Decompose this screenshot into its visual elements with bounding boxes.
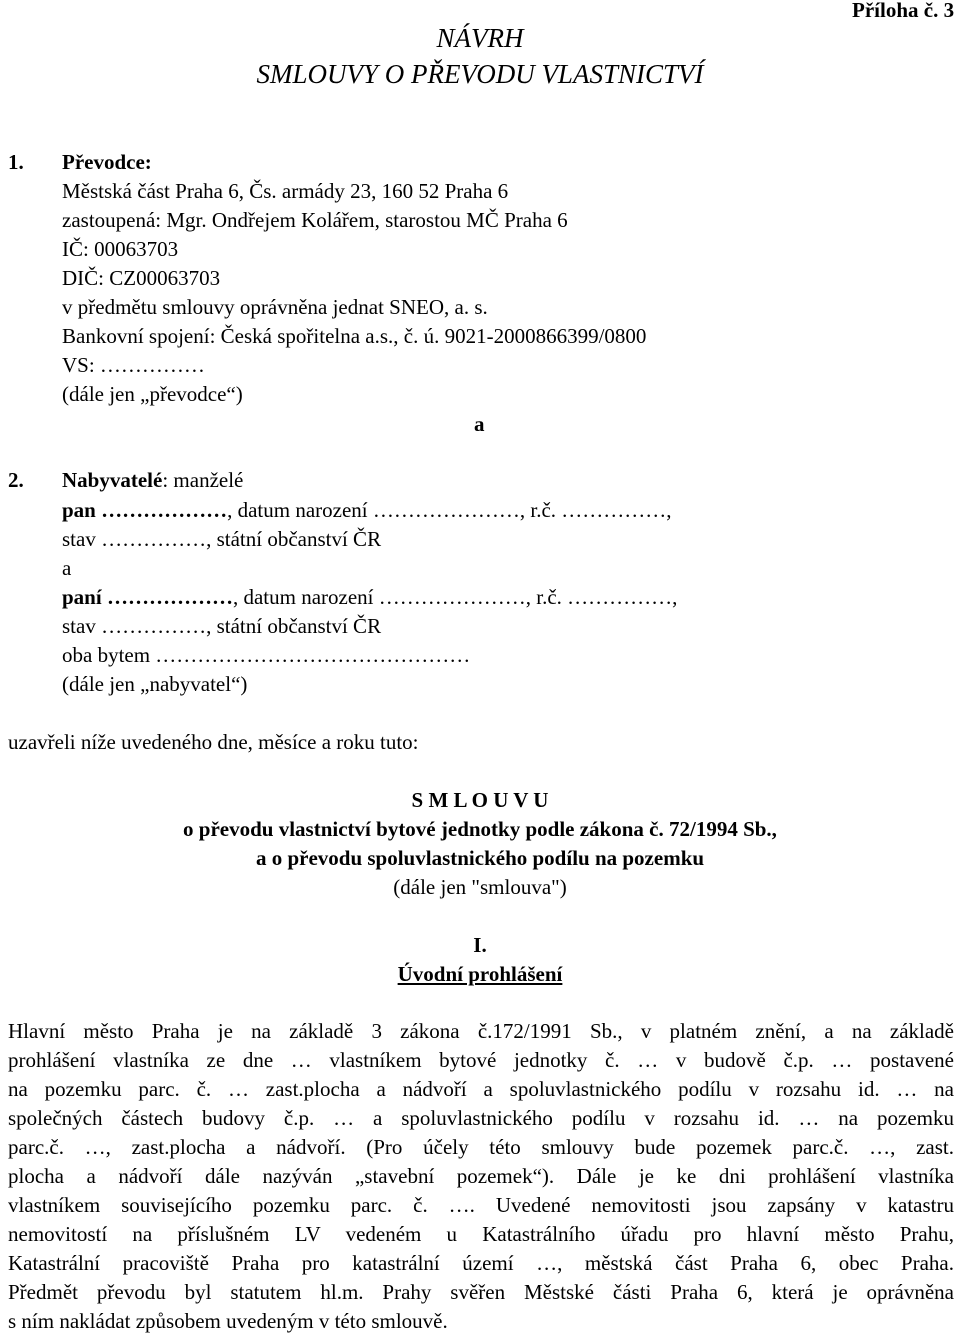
husband-status: stav ……………, státní občanství ČR bbox=[62, 527, 382, 551]
contract-subject-line2: a o převodu spoluvlastnického podílu na pozemku bbox=[255, 846, 705, 870]
document-title-line1: NÁVRH bbox=[436, 23, 524, 53]
wife-name-dots: ……………… bbox=[106, 585, 233, 609]
wife-status: stav ……………, státní občanství ČR bbox=[62, 614, 382, 638]
paragraph-line: Předmět převodu byl statutem hl.m. Prahy svěřen Městské části Praha 6, která je oprávněna bbox=[8, 1280, 954, 1304]
transferor-line: VS: …………… bbox=[62, 353, 205, 377]
acquirer-heading-suffix: : manželé bbox=[162, 468, 244, 492]
paragraph-line: prohlášení vlastníka ze dne … vlastníkem bytové jednotky č. … v budově č.p. … postavené bbox=[8, 1048, 954, 1072]
contract-heading: S M L O U V U bbox=[411, 788, 549, 812]
paragraph-line: Hlavní město Praha je na základě 3 zákona č.172/1991 Sb., v platném znění, a na základě bbox=[8, 1019, 954, 1043]
husband-details: , datum narození …………………, r.č. ……………, bbox=[227, 498, 672, 522]
paragraph-line: nemovitostí na příslušném LV vedeném u Katastrálního úřadu pro hlavní město Prahu, bbox=[8, 1222, 954, 1246]
paragraph-line: vlastníkem souvisejícího pozemku parc. č. …. Uvedené nemovitosti jsou zapsány v katastru bbox=[8, 1193, 954, 1217]
document-title-line2: SMLOUVY O PŘEVODU VLASTNICTVÍ bbox=[256, 59, 704, 89]
wife-line bbox=[62, 583, 677, 611]
conjunction-and: a bbox=[474, 412, 485, 436]
husband-prefix: pan bbox=[62, 498, 102, 522]
acquirer-residence: oba bytem ……………………………………… bbox=[62, 643, 471, 667]
transferor-line: zastoupená: Mgr. Ondřejem Kolářem, starostou MČ Praha 6 bbox=[62, 208, 568, 232]
concluded-statement: uzavřeli níže uvedeného dne, měsíce a roku tuto: bbox=[8, 730, 419, 754]
wife-details: , datum narození …………………, r.č. ……………, bbox=[232, 585, 678, 609]
acquirer-alias: (dále jen „nabyvatel“) bbox=[62, 672, 248, 696]
section-title: Úvodní prohlášení bbox=[397, 962, 563, 986]
transferor-line: Městská část Praha 6, Čs. armády 23, 160 52 Praha 6 bbox=[62, 179, 509, 203]
contract-subject-line1: o převodu vlastnictví bytové jednotky podle zákona č. 72/1994 Sb., bbox=[183, 817, 777, 841]
paragraph-line: Katastrální pracoviště Praha pro katastrální území …, městská část Praha 6, obec Praha. bbox=[8, 1251, 954, 1275]
paragraph-line: s ním nakládat způsobem uvedeným v této smlouvě. bbox=[8, 1309, 448, 1333]
acquirer-number: 2. bbox=[8, 468, 24, 492]
transferor-line: Bankovní spojení: Česká spořitelna a.s., č. ú. 9021-2000866399/0800 bbox=[62, 324, 647, 348]
transferor-alias: (dále jen „převodce“) bbox=[62, 382, 243, 406]
paragraph-line: na pozemku parc. č. … zast.plocha a nádvoří a spoluvlastnického podílu v rozsahu id. … na bbox=[8, 1077, 954, 1101]
transferor-heading: Převodce: bbox=[62, 150, 152, 174]
paragraph-line: parc.č. …, zast.plocha a nádvoří. (Pro účely této smlouvy bude pozemek parc.č. …, zast. bbox=[8, 1135, 954, 1159]
acquirer-heading-line bbox=[62, 466, 243, 494]
wife-prefix: paní bbox=[62, 585, 107, 609]
transferor-number: 1. bbox=[8, 150, 24, 174]
paragraph-line: plocha a nádvoří dále nazýván „stavební pozemek“). Dále je ke dni prohlášení vlastníka bbox=[8, 1164, 954, 1188]
husband-line bbox=[62, 496, 672, 524]
annex-label: Příloha č. 3 bbox=[852, 0, 955, 22]
transferor-line: v předmětu smlouvy oprávněna jednat SNEO, a. s. bbox=[62, 295, 488, 319]
husband-name-dots: ……………… bbox=[101, 498, 228, 522]
acquirer-heading: Nabyvatelé bbox=[62, 468, 163, 492]
contract-alias: (dále jen "smlouva") bbox=[393, 875, 567, 899]
transferor-line: DIČ: CZ00063703 bbox=[62, 266, 221, 290]
acquirer-and: a bbox=[62, 556, 72, 580]
transferor-line: IČ: 00063703 bbox=[62, 237, 179, 261]
section-number: I. bbox=[473, 933, 487, 957]
paragraph-line: společných částech budovy č.p. … a spoluvlastnického podílu v rozsahu id. … na pozemku bbox=[8, 1106, 954, 1130]
